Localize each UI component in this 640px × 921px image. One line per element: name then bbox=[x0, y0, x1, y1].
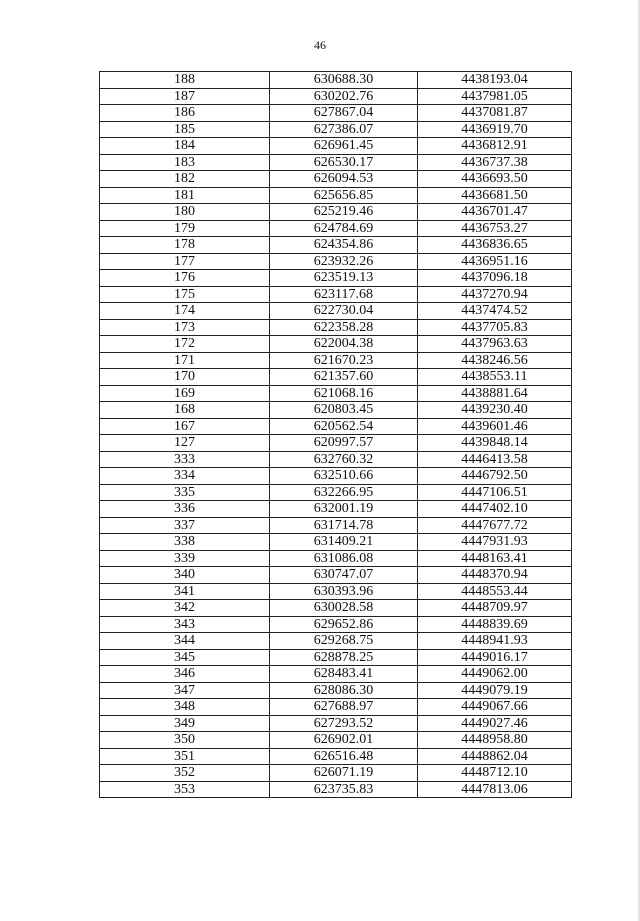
point-id-cell: 172 bbox=[100, 336, 270, 353]
point-id-cell: 168 bbox=[100, 402, 270, 419]
point-id-cell: 340 bbox=[100, 567, 270, 584]
y-coordinate-cell: 4438881.64 bbox=[418, 385, 572, 402]
y-coordinate-cell: 4448709.97 bbox=[418, 600, 572, 617]
table-row bbox=[100, 154, 572, 171]
y-coordinate-cell: 4448839.69 bbox=[418, 616, 572, 633]
table-row bbox=[100, 682, 572, 699]
y-coordinate-cell: 4448553.44 bbox=[418, 583, 572, 600]
y-coordinate-cell: 4448958.80 bbox=[418, 732, 572, 749]
table-row bbox=[100, 765, 572, 782]
x-coordinate-cell: 627386.07 bbox=[270, 121, 418, 138]
y-coordinate-cell: 4448370.94 bbox=[418, 567, 572, 584]
point-id-cell: 167 bbox=[100, 418, 270, 435]
y-coordinate-cell: 4449027.46 bbox=[418, 715, 572, 732]
point-id-cell: 169 bbox=[100, 385, 270, 402]
point-id-cell: 182 bbox=[100, 171, 270, 188]
x-coordinate-cell: 632510.66 bbox=[270, 468, 418, 485]
x-coordinate-cell: 623519.13 bbox=[270, 270, 418, 287]
y-coordinate-cell: 4439601.46 bbox=[418, 418, 572, 435]
point-id-cell: 353 bbox=[100, 781, 270, 798]
point-id-cell: 333 bbox=[100, 451, 270, 468]
point-id-cell: 351 bbox=[100, 748, 270, 765]
x-coordinate-cell: 630028.58 bbox=[270, 600, 418, 617]
x-coordinate-cell: 620997.57 bbox=[270, 435, 418, 452]
table-row bbox=[100, 72, 572, 89]
point-id-cell: 344 bbox=[100, 633, 270, 650]
x-coordinate-cell: 631409.21 bbox=[270, 534, 418, 551]
table-row bbox=[100, 550, 572, 567]
x-coordinate-cell: 626516.48 bbox=[270, 748, 418, 765]
point-id-cell: 348 bbox=[100, 699, 270, 716]
y-coordinate-cell: 4447813.06 bbox=[418, 781, 572, 798]
x-coordinate-cell: 630393.96 bbox=[270, 583, 418, 600]
x-coordinate-cell: 626902.01 bbox=[270, 732, 418, 749]
x-coordinate-cell: 627293.52 bbox=[270, 715, 418, 732]
x-coordinate-cell: 632760.32 bbox=[270, 451, 418, 468]
x-coordinate-cell: 621068.16 bbox=[270, 385, 418, 402]
x-coordinate-cell: 628878.25 bbox=[270, 649, 418, 666]
y-coordinate-cell: 4449062.00 bbox=[418, 666, 572, 683]
y-coordinate-cell: 4437474.52 bbox=[418, 303, 572, 320]
table-row bbox=[100, 517, 572, 534]
point-id-cell: 349 bbox=[100, 715, 270, 732]
y-coordinate-cell: 4436951.16 bbox=[418, 253, 572, 270]
y-coordinate-cell: 4436753.27 bbox=[418, 220, 572, 237]
x-coordinate-cell: 622004.38 bbox=[270, 336, 418, 353]
point-id-cell: 177 bbox=[100, 253, 270, 270]
x-coordinate-cell: 623932.26 bbox=[270, 253, 418, 270]
x-coordinate-cell: 632001.19 bbox=[270, 501, 418, 518]
y-coordinate-cell: 4446792.50 bbox=[418, 468, 572, 485]
point-id-cell: 336 bbox=[100, 501, 270, 518]
table-row bbox=[100, 105, 572, 122]
point-id-cell: 178 bbox=[100, 237, 270, 254]
x-coordinate-cell: 622358.28 bbox=[270, 319, 418, 336]
point-id-cell: 188 bbox=[100, 72, 270, 89]
table-row bbox=[100, 468, 572, 485]
y-coordinate-cell: 4438553.11 bbox=[418, 369, 572, 386]
x-coordinate-cell: 624354.86 bbox=[270, 237, 418, 254]
x-coordinate-cell: 626071.19 bbox=[270, 765, 418, 782]
x-coordinate-cell: 630202.76 bbox=[270, 88, 418, 105]
x-coordinate-cell: 620562.54 bbox=[270, 418, 418, 435]
table-row bbox=[100, 303, 572, 320]
x-coordinate-cell: 625656.85 bbox=[270, 187, 418, 204]
y-coordinate-cell: 4437981.05 bbox=[418, 88, 572, 105]
y-coordinate-cell: 4436919.70 bbox=[418, 121, 572, 138]
point-id-cell: 187 bbox=[100, 88, 270, 105]
y-coordinate-cell: 4448862.04 bbox=[418, 748, 572, 765]
x-coordinate-cell: 629652.86 bbox=[270, 616, 418, 633]
point-id-cell: 183 bbox=[100, 154, 270, 171]
table-row bbox=[100, 583, 572, 600]
y-coordinate-cell: 4439848.14 bbox=[418, 435, 572, 452]
x-coordinate-cell: 623117.68 bbox=[270, 286, 418, 303]
table-row bbox=[100, 649, 572, 666]
x-coordinate-cell: 630688.30 bbox=[270, 72, 418, 89]
table-row bbox=[100, 715, 572, 732]
y-coordinate-cell: 4437081.87 bbox=[418, 105, 572, 122]
point-id-cell: 180 bbox=[100, 204, 270, 221]
x-coordinate-cell: 631086.08 bbox=[270, 550, 418, 567]
point-id-cell: 173 bbox=[100, 319, 270, 336]
y-coordinate-cell: 4439230.40 bbox=[418, 402, 572, 419]
point-id-cell: 352 bbox=[100, 765, 270, 782]
x-coordinate-cell: 625219.46 bbox=[270, 204, 418, 221]
point-id-cell: 335 bbox=[100, 484, 270, 501]
y-coordinate-cell: 4449016.17 bbox=[418, 649, 572, 666]
x-coordinate-cell: 621357.60 bbox=[270, 369, 418, 386]
y-coordinate-cell: 4436737.38 bbox=[418, 154, 572, 171]
table-row bbox=[100, 451, 572, 468]
y-coordinate-cell: 4449079.19 bbox=[418, 682, 572, 699]
table-row bbox=[100, 138, 572, 155]
y-coordinate-cell: 4436681.50 bbox=[418, 187, 572, 204]
coordinate-table bbox=[99, 71, 572, 798]
point-id-cell: 127 bbox=[100, 435, 270, 452]
y-coordinate-cell: 4436693.50 bbox=[418, 171, 572, 188]
point-id-cell: 339 bbox=[100, 550, 270, 567]
y-coordinate-cell: 4448941.93 bbox=[418, 633, 572, 650]
y-coordinate-cell: 4436836.65 bbox=[418, 237, 572, 254]
x-coordinate-cell: 626530.17 bbox=[270, 154, 418, 171]
y-coordinate-cell: 4436701.47 bbox=[418, 204, 572, 221]
x-coordinate-cell: 626094.53 bbox=[270, 171, 418, 188]
table-row bbox=[100, 286, 572, 303]
y-coordinate-cell: 4437963.63 bbox=[418, 336, 572, 353]
table-row bbox=[100, 501, 572, 518]
table-row bbox=[100, 187, 572, 204]
x-coordinate-cell: 627688.97 bbox=[270, 699, 418, 716]
table-row bbox=[100, 319, 572, 336]
point-id-cell: 343 bbox=[100, 616, 270, 633]
x-coordinate-cell: 628483.41 bbox=[270, 666, 418, 683]
y-coordinate-cell: 4447106.51 bbox=[418, 484, 572, 501]
table-row bbox=[100, 748, 572, 765]
point-id-cell: 347 bbox=[100, 682, 270, 699]
point-id-cell: 181 bbox=[100, 187, 270, 204]
point-id-cell: 341 bbox=[100, 583, 270, 600]
point-id-cell: 345 bbox=[100, 649, 270, 666]
table-row bbox=[100, 484, 572, 501]
y-coordinate-cell: 4448712.10 bbox=[418, 765, 572, 782]
y-coordinate-cell: 4437705.83 bbox=[418, 319, 572, 336]
table-row bbox=[100, 253, 572, 270]
x-coordinate-cell: 620803.45 bbox=[270, 402, 418, 419]
table-row bbox=[100, 781, 572, 798]
y-coordinate-cell: 4447402.10 bbox=[418, 501, 572, 518]
point-id-cell: 184 bbox=[100, 138, 270, 155]
table-row bbox=[100, 435, 572, 452]
table-row bbox=[100, 270, 572, 287]
table-row bbox=[100, 385, 572, 402]
point-id-cell: 179 bbox=[100, 220, 270, 237]
y-coordinate-cell: 4447677.72 bbox=[418, 517, 572, 534]
x-coordinate-cell: 622730.04 bbox=[270, 303, 418, 320]
x-coordinate-cell: 621670.23 bbox=[270, 352, 418, 369]
point-id-cell: 334 bbox=[100, 468, 270, 485]
x-coordinate-cell: 632266.95 bbox=[270, 484, 418, 501]
table-row bbox=[100, 204, 572, 221]
table-row bbox=[100, 699, 572, 716]
page-number: 46 bbox=[314, 38, 326, 52]
point-id-cell: 337 bbox=[100, 517, 270, 534]
y-coordinate-cell: 4436812.91 bbox=[418, 138, 572, 155]
y-coordinate-cell: 4437096.18 bbox=[418, 270, 572, 287]
table-row bbox=[100, 402, 572, 419]
point-id-cell: 350 bbox=[100, 732, 270, 749]
table-row bbox=[100, 633, 572, 650]
table-row bbox=[100, 237, 572, 254]
table-row bbox=[100, 534, 572, 551]
point-id-cell: 186 bbox=[100, 105, 270, 122]
x-coordinate-cell: 623735.83 bbox=[270, 781, 418, 798]
point-id-cell: 346 bbox=[100, 666, 270, 683]
table-row bbox=[100, 369, 572, 386]
point-id-cell: 342 bbox=[100, 600, 270, 617]
y-coordinate-cell: 4448163.41 bbox=[418, 550, 572, 567]
y-coordinate-cell: 4437270.94 bbox=[418, 286, 572, 303]
y-coordinate-cell: 4438246.56 bbox=[418, 352, 572, 369]
table-row bbox=[100, 567, 572, 584]
table-row bbox=[100, 600, 572, 617]
coordinate-table-body bbox=[100, 72, 572, 798]
x-coordinate-cell: 626961.45 bbox=[270, 138, 418, 155]
table-row bbox=[100, 418, 572, 435]
table-row bbox=[100, 666, 572, 683]
point-id-cell: 170 bbox=[100, 369, 270, 386]
point-id-cell: 174 bbox=[100, 303, 270, 320]
x-coordinate-cell: 628086.30 bbox=[270, 682, 418, 699]
point-id-cell: 176 bbox=[100, 270, 270, 287]
table-row bbox=[100, 121, 572, 138]
x-coordinate-cell: 627867.04 bbox=[270, 105, 418, 122]
x-coordinate-cell: 631714.78 bbox=[270, 517, 418, 534]
y-coordinate-cell: 4438193.04 bbox=[418, 72, 572, 89]
point-id-cell: 171 bbox=[100, 352, 270, 369]
table-row bbox=[100, 171, 572, 188]
y-coordinate-cell: 4449067.66 bbox=[418, 699, 572, 716]
y-coordinate-cell: 4446413.58 bbox=[418, 451, 572, 468]
point-id-cell: 185 bbox=[100, 121, 270, 138]
table-row bbox=[100, 220, 572, 237]
table-row bbox=[100, 336, 572, 353]
table-row bbox=[100, 352, 572, 369]
x-coordinate-cell: 630747.07 bbox=[270, 567, 418, 584]
table-row bbox=[100, 616, 572, 633]
y-coordinate-cell: 4447931.93 bbox=[418, 534, 572, 551]
point-id-cell: 175 bbox=[100, 286, 270, 303]
table-row bbox=[100, 88, 572, 105]
x-coordinate-cell: 624784.69 bbox=[270, 220, 418, 237]
x-coordinate-cell: 629268.75 bbox=[270, 633, 418, 650]
table-row bbox=[100, 732, 572, 749]
point-id-cell: 338 bbox=[100, 534, 270, 551]
